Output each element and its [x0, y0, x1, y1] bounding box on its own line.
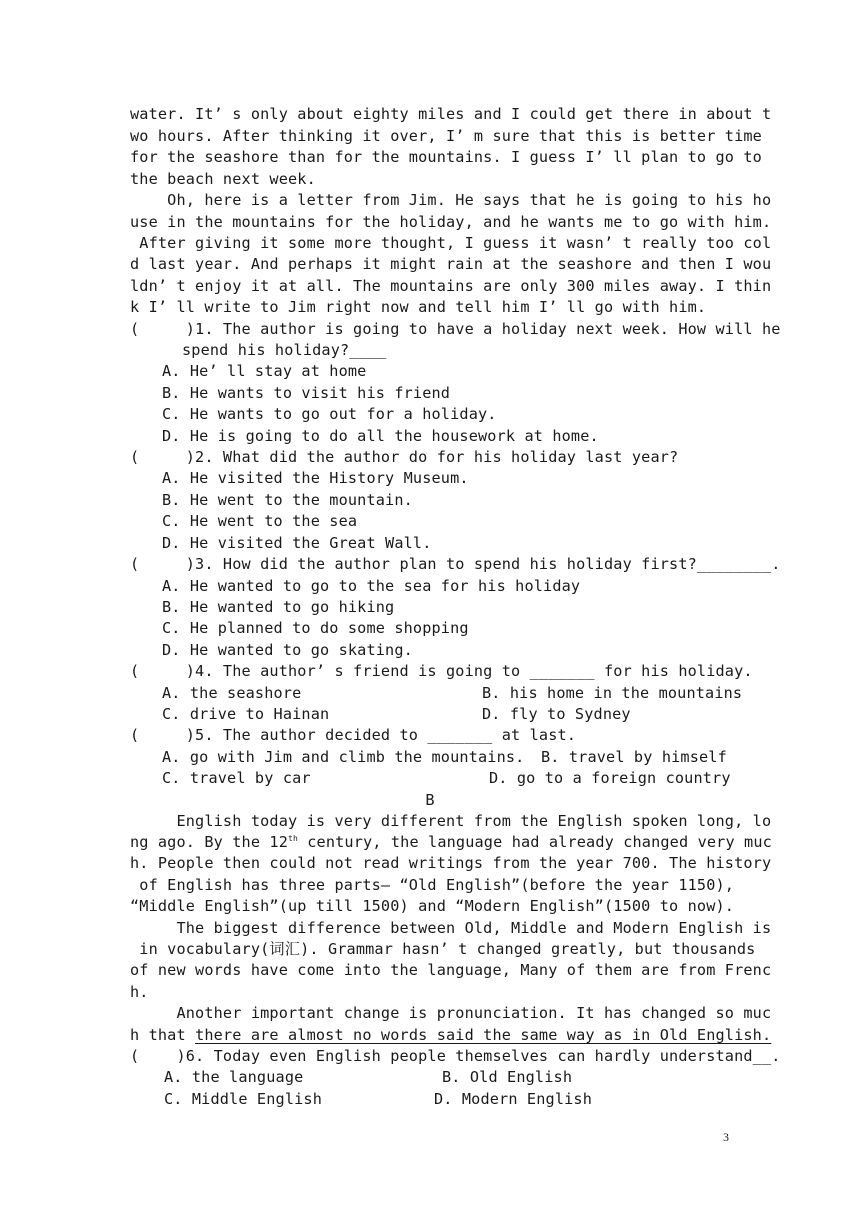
passage-b-line: The biggest difference between Old, Middle and Modern English is [130, 919, 772, 937]
question-5-option-c: C. travel by car [162, 769, 311, 787]
page-number: 3 [723, 1130, 729, 1144]
passage-b-line: h that there are almost no words said the same way as in Old English. [130, 1026, 772, 1044]
superscript-ordinal: th [288, 833, 298, 843]
passage-b-line: of English has three parts— “Old English”(before the year 1150), [130, 876, 735, 894]
passage-b-line: in vocabulary(词汇). Grammar hasn’ t changed greatly, but thousands [130, 940, 756, 958]
passage-b-line: “Middle English”(up till 1500) and “Modern English”(1500 to now). [130, 897, 735, 915]
question-6-option-a: A. the language [164, 1068, 304, 1086]
question-5-option-a: A. go with Jim and climb the mountains. [162, 748, 525, 766]
question-5-option-d: D. go to a foreign country [489, 769, 731, 787]
question-5-stem: ( )5. The author decided to _______ at last. [130, 726, 577, 744]
question-2-option-b: B. He went to the mountain. [162, 491, 413, 509]
question-1-stem-cont: spend his holiday?____ [182, 341, 387, 359]
question-5-option-b: B. travel by himself [541, 748, 727, 766]
question-1-option-a: A. He’ ll stay at home [162, 362, 367, 380]
question-6-option-c: C. Middle English [164, 1090, 322, 1108]
passage-line: k I’ ll write to Jim right now and tell him I’ ll go with him. [130, 298, 707, 316]
question-1-option-c: C. He wants to go out for a holiday. [162, 405, 497, 423]
passage-line: wo hours. After thinking it over, I’ m sure that this is better time [130, 127, 762, 145]
passage-line: Oh, here is a letter from Jim. He says that he is going to his ho [130, 191, 772, 209]
underlined-sentence: there are almost no words said the same way as in Old English. [195, 1026, 772, 1044]
question-4-stem: ( )4. The author’ s friend is going to _______ for his holiday. [130, 662, 753, 680]
passage-b-line: English today is very different from the English spoken long, lo [130, 812, 772, 830]
passage-line: d last year. And perhaps it might rain at the seashore and then I wou [130, 255, 772, 273]
question-3-option-a: A. He wanted to go to the sea for his holiday [162, 577, 581, 595]
question-1-option-d: D. He is going to do all the housework at home. [162, 427, 599, 445]
passage-b-line: h. [130, 983, 149, 1001]
question-4-option-a: A. the seashore [162, 684, 302, 702]
question-1-option-b: B. He wants to visit his friend [162, 384, 451, 402]
passage-b-line: of new words have come into the language, Many of them are from Frenc [130, 961, 772, 979]
question-3-option-d: D. He wanted to go skating. [162, 641, 413, 659]
question-2-stem: ( )2. What did the author do for his holiday last year? [130, 448, 679, 466]
question-6-option-d: D. Modern English [434, 1090, 592, 1108]
passage-line: use in the mountains for the holiday, and he wants me to go with him. [130, 213, 772, 231]
question-6-stem: ( )6. Today even English people themselves can hardly understand__. [130, 1047, 781, 1065]
question-2-option-c: C. He went to the sea [162, 512, 358, 530]
question-2-option-d: D. He visited the Great Wall. [162, 534, 432, 552]
section-heading: B [425, 791, 435, 809]
question-3-option-b: B. He wanted to go hiking [162, 598, 395, 616]
question-4-option-d: D. fly to Sydney [482, 705, 631, 723]
question-3-stem: ( )3. How did the author plan to spend his holiday first?________. [130, 555, 781, 573]
question-4-option-c: C. drive to Hainan [162, 705, 330, 723]
passage-b-line: ng ago. By the 12th century, the language had already changed very muc [130, 833, 772, 851]
question-4-option-b: B. his home in the mountains [482, 684, 743, 702]
passage-b-line: Another important change is pronunciation. It has changed so muc [130, 1004, 772, 1022]
question-3-option-c: C. He planned to do some shopping [162, 619, 469, 637]
passage-line: the beach next week. [130, 170, 316, 188]
passage-b-line: h. People then could not read writings from the year 700. The history [130, 854, 772, 872]
passage-line: for the seashore than for the mountains. I guess I’ ll plan to go to [130, 148, 762, 166]
question-1-stem: ( )1. The author is going to have a holiday next week. How will he [130, 320, 781, 338]
passage-line: water. It’ s only about eighty miles and I could get there in about t [130, 105, 772, 123]
passage-line: ldn’ t enjoy it at all. The mountains are only 300 miles away. I thin [130, 277, 772, 295]
question-2-option-a: A. He visited the History Museum. [162, 469, 469, 487]
passage-line: After giving it some more thought, I guess it wasn’ t really too col [130, 234, 772, 252]
question-6-option-b: B. Old English [442, 1068, 573, 1086]
